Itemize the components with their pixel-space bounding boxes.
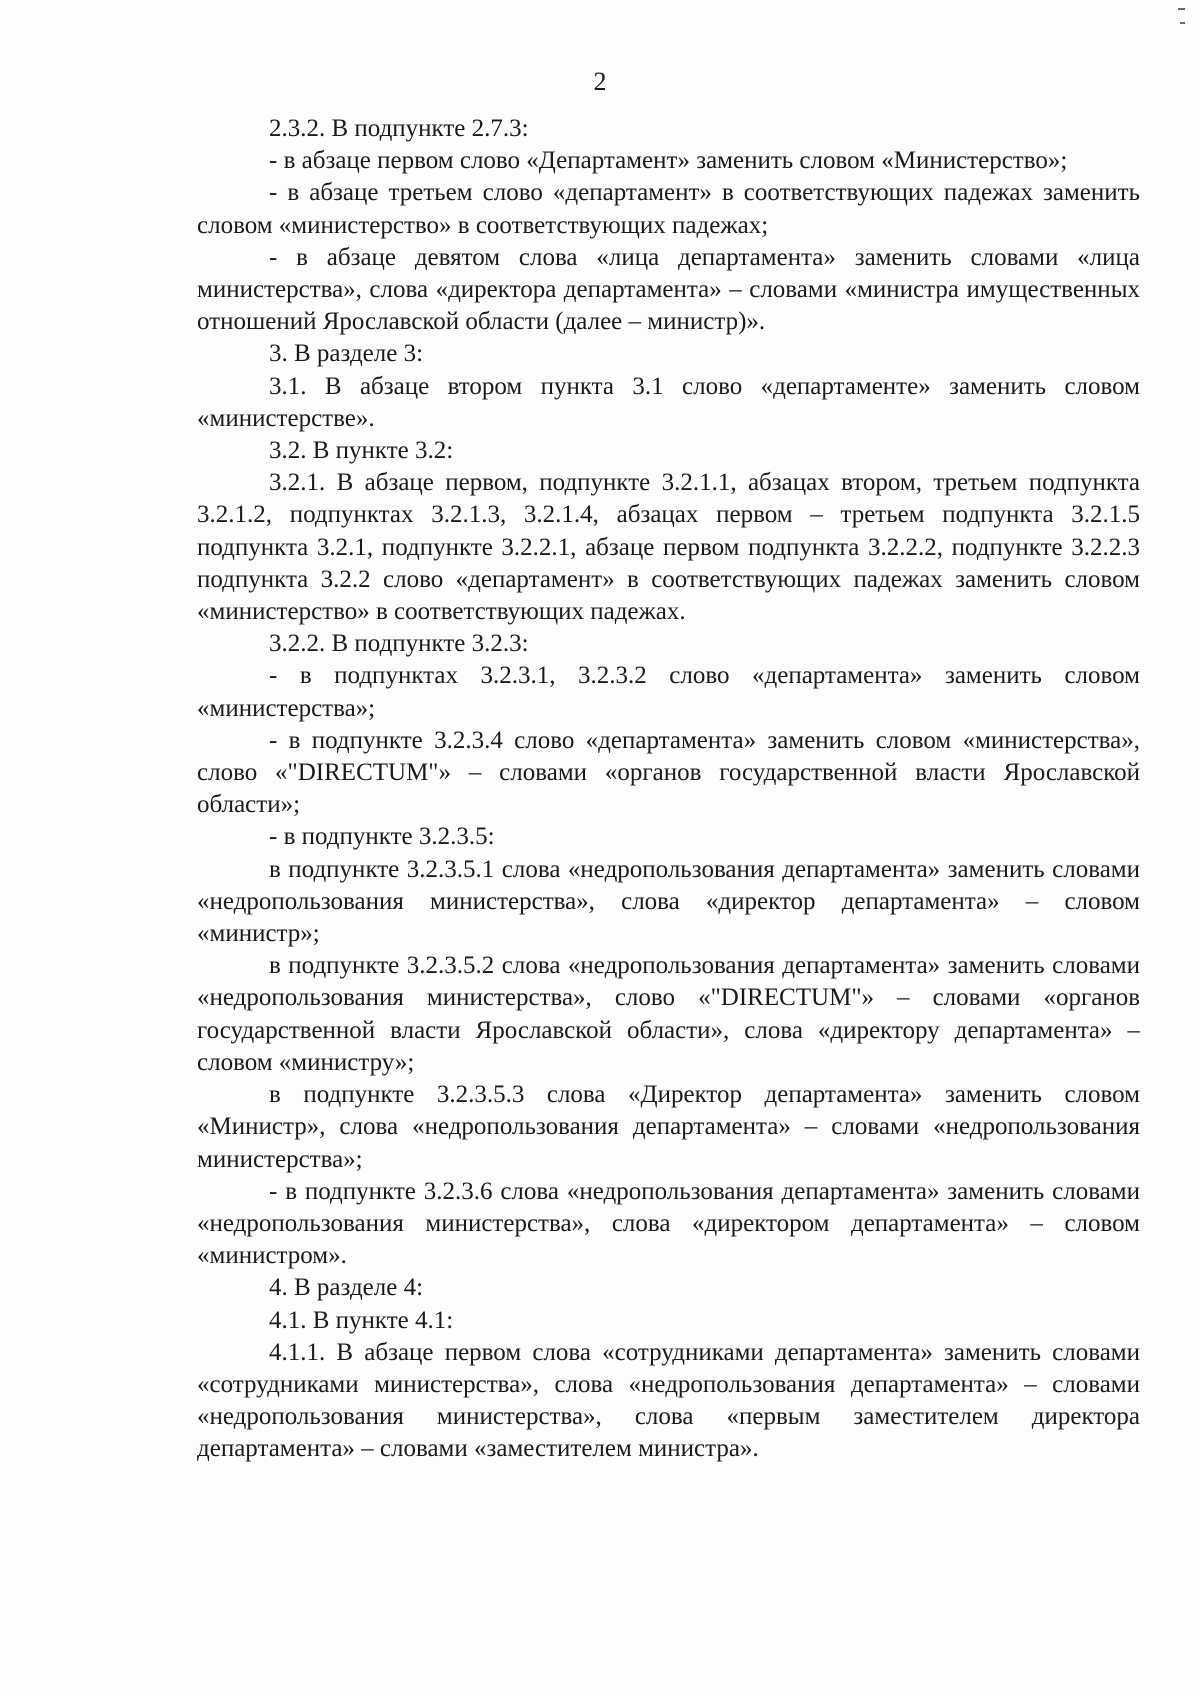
paragraph-item: - в подпунктах 3.2.3.1, 3.2.3.2 слово «департамента» заменить словом «министерства»; bbox=[197, 662, 1140, 722]
paragraph-item: - в подпункте 3.2.3.5: bbox=[269, 823, 495, 851]
paragraph-item: - в абзаце третьем слово «департамент» в соответствующих падежах заменить словом «министерство» в соответствующих падежах; bbox=[197, 179, 1140, 239]
paragraph-4-1: 4.1. В пункте 4.1: bbox=[269, 1306, 454, 1334]
scan-mark-top-right-2 bbox=[1180, 22, 1185, 24]
paragraph-2-3-2: 2.3.2. В подпункте 2.7.3: bbox=[269, 115, 529, 142]
paragraph-3-2-2: 3.2.2. В подпункте 3.2.3: bbox=[269, 630, 529, 658]
section-4-heading: 4. В разделе 4: bbox=[269, 1274, 424, 1302]
section-3-heading: 3. В разделе 3: bbox=[269, 340, 424, 368]
paragraph-3-2-3-5-3: в подпункте 3.2.3.5.3 слова «Директор департамента» заменить словом «Министр», слова «недропользования департамента» – словами «недропользования министерства»; bbox=[197, 1081, 1140, 1173]
paragraph-4-1-1: 4.1.1. В абзаце первом слова «сотрудниками департамента» заменить словами «сотрудниками министерства», слова «недропользования департамента» – словами «недропользования министерства», слова «первым заместителем директора департамента» – словами «заместителем министра». bbox=[197, 1338, 1140, 1463]
paragraph-3-1: 3.1. В абзаце втором пункта 3.1 слово «департаменте» заменить словом «министерстве». bbox=[197, 372, 1140, 432]
document-body bbox=[197, 113, 1140, 1466]
paragraph-3-2: 3.2. В пункте 3.2: bbox=[269, 437, 454, 465]
paragraph-item: - в абзаце первом слово «Департамент» заменить словом «Министерство»; bbox=[269, 147, 1068, 175]
paragraph-3-2-3-5-2: в подпункте 3.2.3.5.2 слова «недропользования департамента» заменить словами «недропользования министерства», слово «"DIRECTUM"» – словами «органов государственной власти Ярославской области», слова «директору департамента» – словом «министру»; bbox=[197, 952, 1140, 1076]
page-number: 2 bbox=[593, 67, 607, 96]
scan-mark-top-right bbox=[1178, 8, 1185, 10]
paragraph-item: - в абзаце девятом слова «лица департамента» заменить словами «лица министерства», слова «директора департамента» – словами «министра имущественных отношений Ярославской области (далее – министр)». bbox=[197, 243, 1140, 336]
paragraph-item: - в подпункте 3.2.3.4 слово «департамента» заменить словом «министерства», слово «"DIRECTUM"» – словами «органов государственной власти Ярославской области»; bbox=[197, 726, 1140, 819]
paragraph-item: - в подпункте 3.2.3.6 слова «недропользования департамента» заменить словами «недропользования министерства», слова «директором департамента» – словом «министром». bbox=[197, 1177, 1140, 1270]
paragraph-3-2-3-5-1: в подпункте 3.2.3.5.1 слова «недропользования департамента» заменить словами «недропользования министерства», слова «директор департамента» – словом «министр»; bbox=[197, 855, 1140, 948]
paragraph-3-2-1: 3.2.1. В абзаце первом, подпункте 3.2.1.1, абзацах втором, третьем подпункта 3.2.1.2, подпунктах 3.2.1.3, 3.2.1.4, абзацах первом – третьем подпункта 3.2.1.5 подпункта 3.2.1, подпункте 3.2.2.1, абзаце первом подпункта 3.2.2.2, подпункте 3.2.2.3 подпункта 3.2.2 слово «департамент» в соответствующих падежах заменить словом «министерство» в соответствующих падежах. bbox=[197, 469, 1140, 626]
